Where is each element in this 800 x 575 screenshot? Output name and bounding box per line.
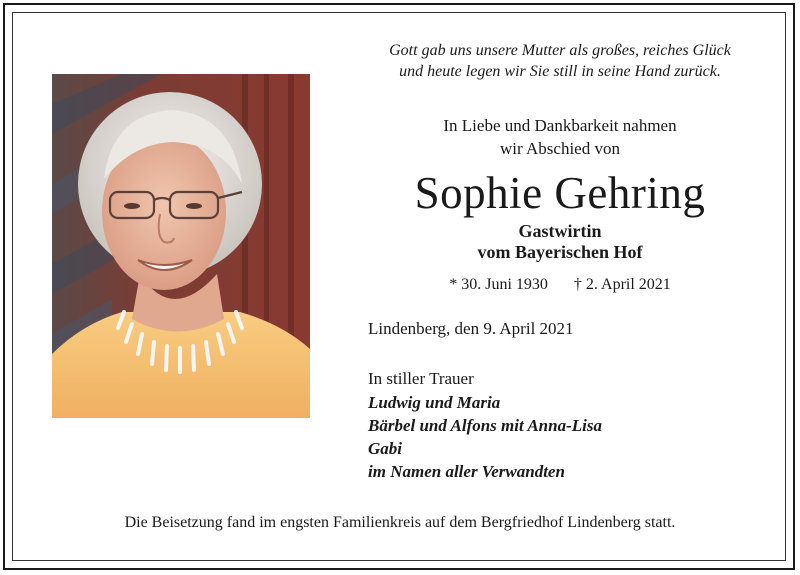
portrait-photo <box>52 74 310 418</box>
mourner-line: im Namen aller Verwandten <box>368 462 565 481</box>
mourner-line: Ludwig und Maria <box>368 393 501 412</box>
mourning-intro: In stiller Trauer <box>368 369 474 388</box>
intro-line-2: wir Abschied von <box>500 139 620 158</box>
farewell-intro <box>350 114 770 160</box>
life-dates <box>350 274 770 296</box>
deceased-name: Sophie Gehring <box>414 168 706 218</box>
birth-date: * 30. Juni 1930 <box>449 276 548 293</box>
deceased-occupation <box>350 221 770 263</box>
intro-line-1: In Liebe und Dankbarkeit nahmen <box>443 116 677 135</box>
motto-line-2: und heute legen wir Sie still in seine Hand zurück. <box>399 63 721 80</box>
occupation-line-1: Gastwirtin <box>518 221 602 241</box>
motto-line-1: Gott gab uns unsere Mutter als großes, reiches Glück <box>389 42 731 59</box>
occupation-line-2: vom Bayerischen Hof <box>477 242 643 262</box>
motto-verse <box>350 40 770 82</box>
mourners-list <box>368 391 602 483</box>
mourner-line: Bärbel und Alfons mit Anna-Lisa <box>368 416 602 435</box>
burial-note: Die Beisetzung fand im engsten Familienkreis auf dem Bergfriedhof Lindenberg statt. <box>124 514 676 531</box>
death-date: † 2. April 2021 <box>573 276 671 293</box>
place-and-date: Lindenberg, den 9. April 2021 <box>368 319 574 338</box>
portrait-photo-icon <box>52 74 310 418</box>
mourner-line: Gabi <box>368 439 402 458</box>
